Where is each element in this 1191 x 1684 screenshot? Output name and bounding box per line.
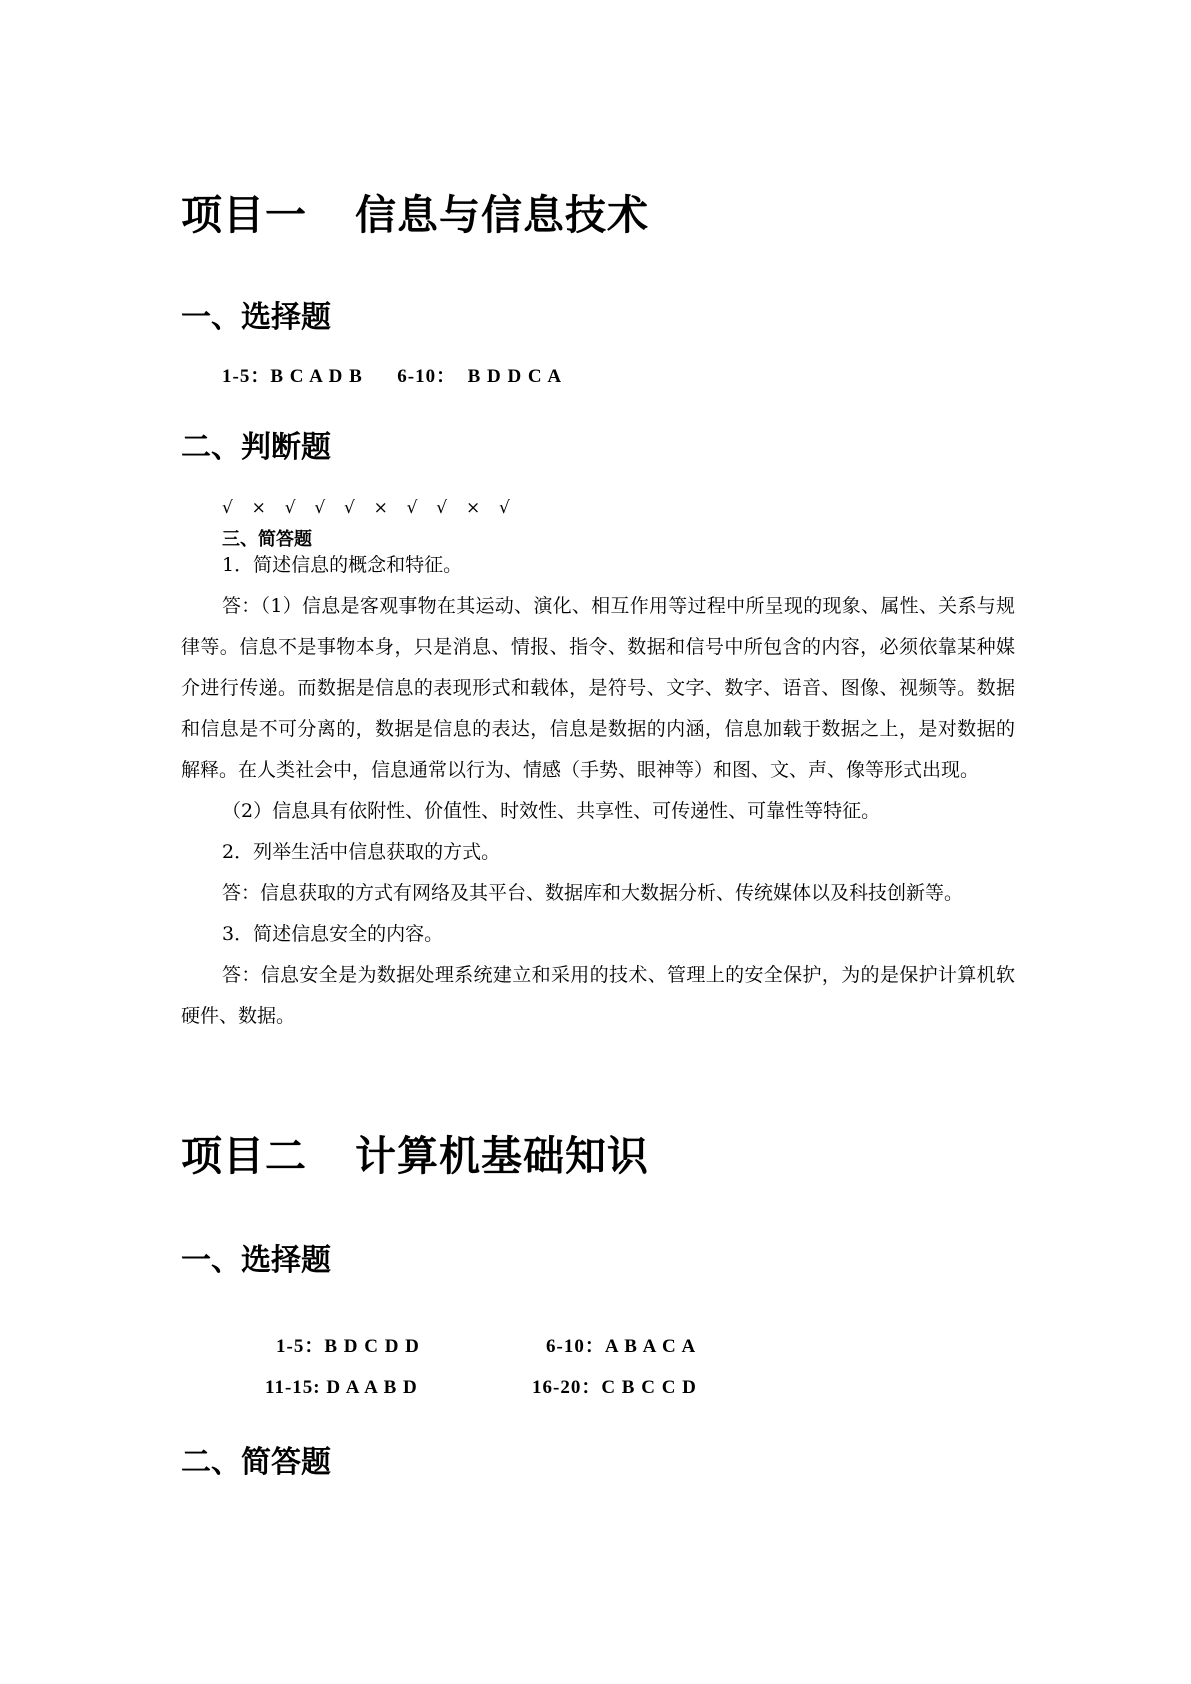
project1-judgment-heading: 二、判断题 [181, 430, 331, 465]
project2-title-text: 计算机基础知识 [355, 1132, 649, 1180]
project1-short-answer-heading: 三、简答题 [222, 529, 312, 550]
project2-title-number: 项目二 [181, 1132, 307, 1180]
project2-answers-16-20: 16-20：C B C C D [532, 1377, 697, 1398]
project1-choice-heading: 一、选择题 [181, 300, 331, 335]
question-2: 2．列举生活中信息获取的方式。 [222, 841, 501, 863]
project1-title [181, 189, 649, 241]
answer-1-part-2: （2）信息具有依附性、价值性、时效性、共享性、可传递性、可靠性等特征。 [222, 800, 881, 822]
project2-answers-11-15: 11-15: D A A B D [265, 1377, 418, 1398]
answer-3: 答：信息安全是为数据处理系统建立和采用的技术、管理上的安全保护，为的是保护计算机软硬件、数据。 [181, 964, 1015, 1027]
project1-judgment-marks: √ × √ √ √ × √ √ × √ [222, 498, 510, 518]
project1-short-answer-body [181, 545, 1015, 1037]
project1-title-number: 项目一 [181, 191, 307, 239]
project2-title [181, 1130, 649, 1182]
project2-answers-1-5: 1-5：B D C D D [276, 1336, 420, 1357]
project2-choice-heading: 一、选择题 [181, 1243, 331, 1278]
question-3: 3．简述信息安全的内容。 [222, 923, 444, 945]
answer-2: 答：信息获取的方式有网络及其平台、数据库和大数据分析、传统媒体以及科技创新等。 [222, 882, 964, 904]
answer-1-part-1: 答：（1）信息是客观事物在其运动、演化、相互作用等过程中所呈现的现象、属性、关系与规律等。信息不是事物本身，只是消息、情报、指令、数据和信号中所包含的内容，必须依靠某种媒介进行传递。而数据是信息的表现形式和载体，是符号、文字、数字、语音、图像、视频等。数据和信息是不可分离的，数据是信息的表达，信息是数据的内涵，信息加载于数据之上，是对数据的解释。在人类社会中，信息通常以行为、情感（手势、眼神等）和图、文、声、像等形式出现。 [181, 595, 1015, 781]
project2-answers-6-10: 6-10：A B A C A [546, 1336, 697, 1357]
question-1: 1．简述信息的概念和特征。 [222, 554, 463, 576]
project2-short-answer-heading: 二、简答题 [181, 1445, 331, 1480]
project1-title-text: 信息与信息技术 [355, 191, 649, 239]
project1-choice-answers: 1-5：B C A D B 6-10： B D D C A [222, 366, 563, 387]
